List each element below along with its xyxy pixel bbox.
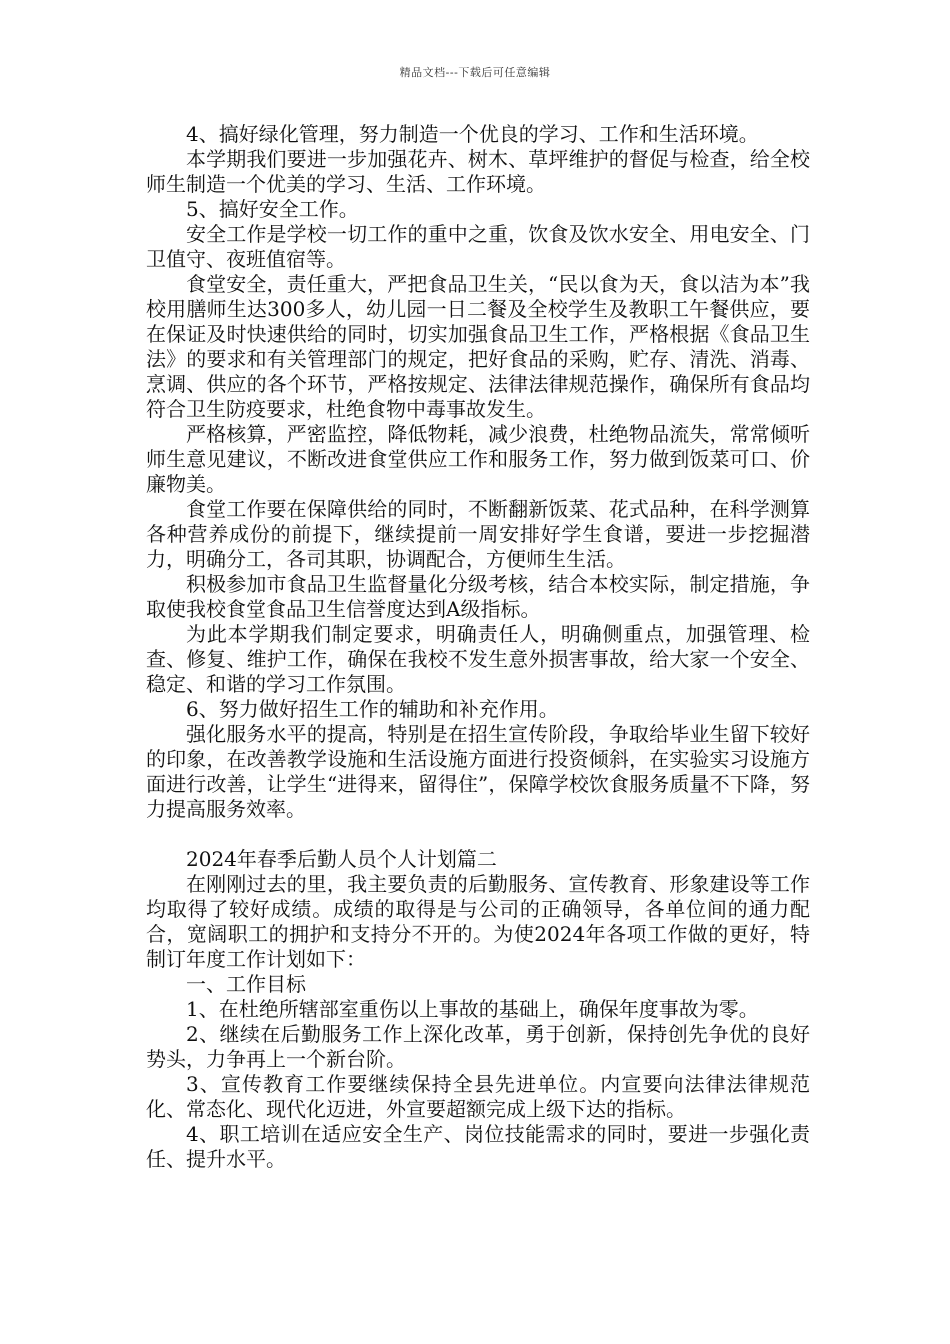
paragraph: 积极参加市食品卫生监督量化分级考核，结合本校实际，制定措施，争取使我校食堂食品卫生信誉度达到A级指标。: [146, 572, 810, 621]
paragraph: 在刚刚过去的里，我主要负责的后勤服务、宣传教育、形象建设等工作均取得了较好成绩。成绩的取得是与公司的正确领导，各单位间的通力配合，宽阔职工的拥护和支持分不开的。为使2024年各项工作做的更好，特制订年度工作计划如下：: [146, 872, 810, 971]
paragraph: 本学期我们要进一步加强花卉、树木、草坪维护的督促与检查，给全校师生制造一个优美的学习、生活、工作环境。: [146, 147, 810, 196]
paragraph: 3、宣传教育工作要继续保持全县先进单位。内宣要向法律法律规范化、常态化、现代化迈进，外宣要超额完成上级下达的指标。: [146, 1072, 810, 1121]
section-gap: [146, 822, 810, 847]
document-body: [146, 122, 810, 1172]
paragraph: 为此本学期我们制定要求，明确责任人，明确侧重点，加强管理、检查、修复、维护工作，确保在我校不发生意外损害事故，给大家一个安全、稳定、和谐的学习工作氛围。: [146, 622, 810, 696]
paragraph: 1、在杜绝所辖部室重伤以上事故的基础上，确保年度事故为零。: [186, 997, 759, 1021]
paragraph: 安全工作是学校一切工作的重中之重，饮食及饮水安全、用电安全、门卫值守、夜班值宿等。: [146, 222, 810, 271]
paragraph: 一、工作目标: [186, 972, 306, 996]
paragraph: 食堂安全，责任重大，严把食品卫生关，“民以食为天，食以洁为本”我校用膳师生达300多人，幼儿园一日二餐及全校学生及教职工午餐供应，要在保证及时快速供给的同时，切实加强食品卫生工作，严格根据《食品卫生法》的要求和有关管理部门的规定，把好食品的采购，贮存、清洗、消毒、烹调、供应的各个环节，严格按规定、法律法律规范操作，确保所有食品均符合卫生防疫要求，杜绝食物中毒事故发生。: [146, 272, 810, 421]
paragraph: 食堂工作要在保障供给的同时，不断翻新饭菜、花式品种，在科学测算各种营养成份的前提下，继续提前一周安排好学生食谱，要进一步挖掘潜力，明确分工，各司其职，协调配合，方便师生生活。: [146, 497, 810, 571]
paragraph: 强化服务水平的提高，特别是在招生宣传阶段，争取给毕业生留下较好的印象，在改善教学设施和生活设施方面进行投资倾斜，在实验实习设施方面进行改善，让学生“进得来，留得住”，保障学校饮食服务质量不下降，努力提高服务效率。: [146, 722, 810, 821]
paragraph: 2、继续在后勤服务工作上深化改革，勇于创新，保持创先争优的良好势头，力争再上一个新台阶。: [146, 1022, 810, 1071]
paragraph: 4、职工培训在适应安全生产、岗位技能需求的同时，要进一步强化责任、提升水平。: [146, 1122, 810, 1171]
paragraph: 4、搞好绿化管理，努力制造一个优良的学习、工作和生活环境。: [186, 122, 759, 146]
paragraph: 严格核算，严密监控，降低物耗，减少浪费，杜绝物品流失，常常倾听师生意见建议，不断改进食堂供应工作和服务工作，努力做到饭菜可口、价廉物美。: [146, 422, 810, 496]
section-title: 2024年春季后勤人员个人计划篇二: [186, 847, 497, 871]
paragraph: 5、搞好安全工作。: [186, 197, 359, 221]
page-header: 精品文档---下载后可任意编辑: [399, 66, 551, 79]
paragraph: 6、努力做好招生工作的辅助和补充作用。: [186, 697, 559, 721]
